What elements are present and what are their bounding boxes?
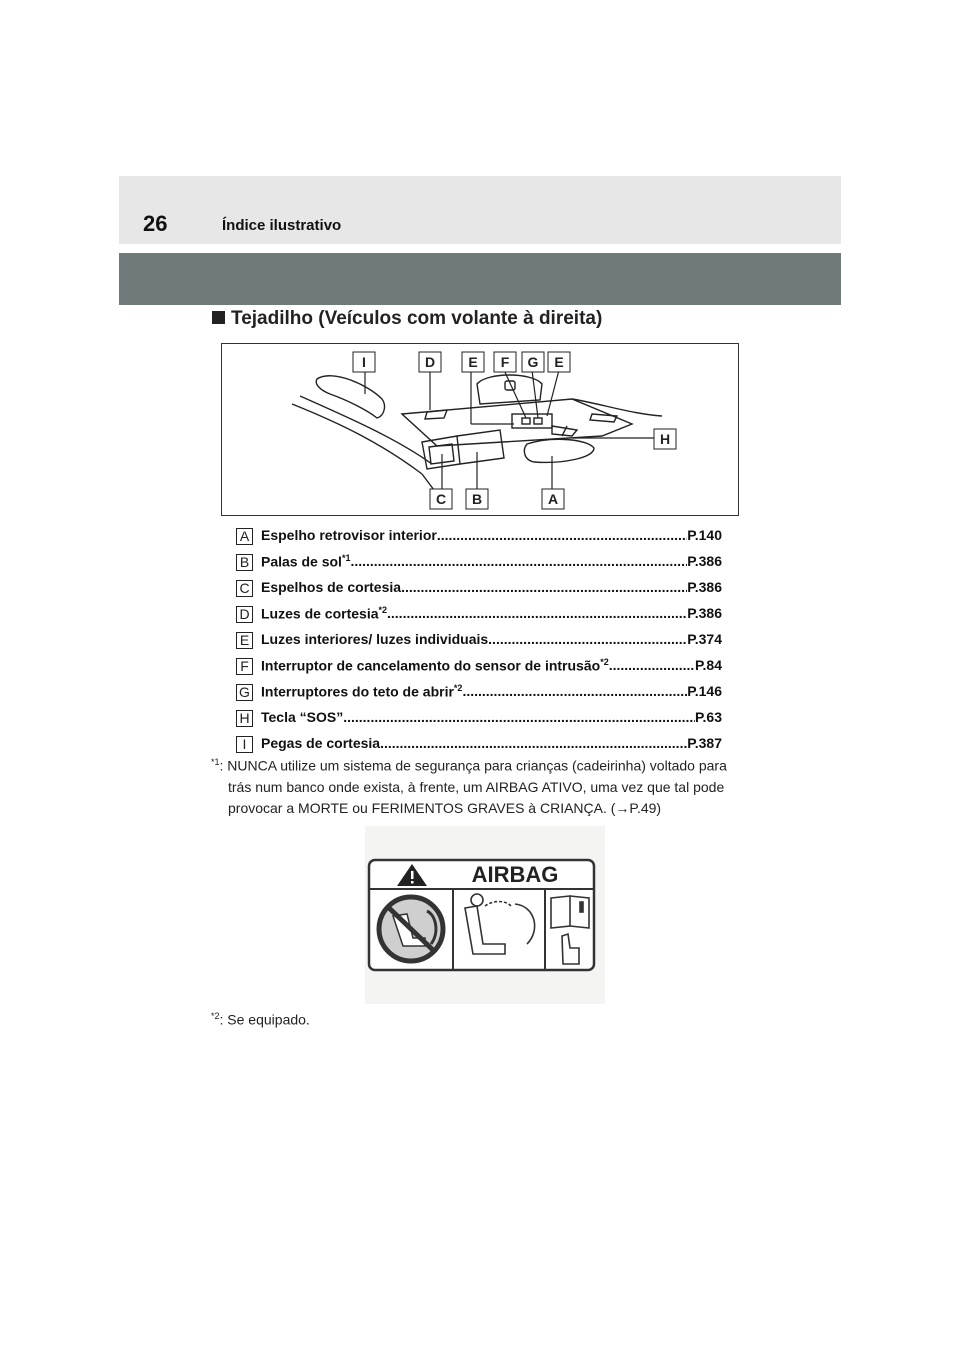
page-number: 26	[143, 211, 168, 236]
subheading	[212, 308, 602, 330]
legend-label-wrap	[261, 605, 387, 622]
page-ref[interactable]: P.140	[687, 527, 722, 543]
legend-item	[236, 551, 722, 573]
legend-entry	[261, 657, 722, 674]
page-ref[interactable]: P.84	[695, 657, 722, 673]
leader-g	[532, 370, 538, 418]
airbag-title: AIRBAG	[471, 862, 559, 887]
legend-key: F	[236, 658, 253, 675]
rear-view-mirror	[524, 439, 594, 462]
footnote-1	[211, 752, 746, 819]
footnote-text[interactable]: provocar a MORTE ou FERIMENTOS GRAVES à CRIANÇA. (→P.49)	[228, 799, 662, 816]
footnote-marker: *1	[211, 757, 220, 767]
leader-dots	[343, 709, 695, 725]
subheading-text: Tejadilho (Veículos com volante à direita)	[231, 308, 603, 329]
legend-key: H	[236, 710, 253, 727]
footnote-marker: *2	[600, 657, 609, 667]
switch-f	[522, 418, 530, 424]
roof-detail	[590, 414, 617, 422]
legend-key: D	[236, 606, 253, 623]
legend-item	[236, 603, 722, 625]
legend-label: Pegas de cortesia	[261, 735, 381, 751]
legend-entry	[261, 605, 722, 622]
bullet-square-icon	[212, 311, 225, 324]
legend-item	[236, 525, 722, 547]
sun-visor	[457, 430, 504, 464]
leader-dots	[437, 527, 687, 543]
legend-entry	[261, 735, 722, 751]
footnote-marker: *1	[341, 553, 351, 563]
legend-key: A	[236, 528, 253, 545]
legend-entry	[261, 631, 722, 647]
leader-dots	[380, 735, 687, 751]
legend-label: Luzes de cortesia	[261, 605, 379, 622]
legend-key: B	[236, 554, 253, 571]
roof-line-right	[572, 399, 662, 416]
legend-entry	[261, 709, 722, 725]
legend-item	[236, 577, 722, 599]
callout-i: I	[362, 354, 366, 370]
callout-b: B	[471, 491, 483, 507]
callout-d: D	[424, 354, 436, 370]
roof-drawing	[222, 344, 740, 517]
leader-dots	[387, 605, 687, 622]
footnote-2	[211, 1006, 310, 1031]
legend-label: Interruptores do teto de abrir	[261, 683, 454, 700]
callout-h: H	[659, 431, 671, 447]
legend-label: Tecla “SOS”	[261, 709, 344, 725]
page-ref[interactable]: P.386	[687, 605, 722, 621]
legend-entry	[261, 527, 722, 543]
footnote-text: : Se equipado.	[219, 1011, 310, 1028]
legend-entry	[261, 553, 722, 570]
legend-item	[236, 681, 722, 703]
legend-item	[236, 629, 722, 651]
leader-dots	[462, 683, 687, 700]
no-child-seat-icon	[379, 897, 443, 961]
airbag-label-drawing	[365, 826, 605, 1004]
roof-illustration	[221, 343, 739, 516]
switch-panel	[512, 414, 552, 428]
callout-e1: E	[468, 354, 478, 370]
chapter-band	[119, 253, 841, 305]
legend-item	[236, 707, 722, 729]
legend-item	[236, 655, 722, 677]
callout-e2: E	[554, 354, 564, 370]
legend-label: Palas de sol	[261, 553, 342, 570]
switch-g	[534, 418, 542, 424]
page-ref[interactable]: P.374	[687, 631, 722, 647]
page-ref[interactable]: P.63	[695, 709, 722, 725]
grab-handle	[316, 376, 384, 418]
legend-key: E	[236, 632, 253, 649]
legend-label: Espelhos de cortesia	[261, 579, 402, 595]
legend-key: G	[236, 684, 253, 701]
leader-e2	[547, 370, 559, 416]
vanity-mirror	[422, 436, 460, 469]
leader-dots	[350, 553, 687, 570]
leader-dots	[488, 631, 687, 647]
legend-label-wrap	[261, 683, 462, 700]
page-ref[interactable]: P.387	[687, 735, 722, 751]
airbag-warning-label	[365, 826, 605, 1004]
headliner-edge-2	[300, 396, 432, 464]
legend-entry	[261, 579, 722, 595]
leader-dots	[401, 579, 687, 595]
legend-key: I	[236, 736, 253, 753]
page-ref[interactable]: P.146	[687, 683, 722, 699]
callout-g: G	[527, 354, 539, 370]
footnote-marker: *2	[211, 1011, 220, 1021]
legend-label: Luzes interiores/ luzes individuais	[261, 631, 489, 647]
callout-c: C	[435, 491, 447, 507]
legend-label: Interruptor de cancelamento do sensor de intrusão	[261, 657, 601, 674]
page-ref[interactable]: P.386	[687, 553, 722, 569]
footnote-text: trás num banco onde exista, à frente, um AIRBAG ATIVO, uma vez que tal pode	[228, 778, 725, 795]
section-title: Índice ilustrativo	[222, 217, 342, 234]
page-ref[interactable]: P.386	[687, 579, 722, 595]
footnote-marker: *2	[378, 605, 388, 615]
callout-a: A	[547, 491, 559, 507]
leader-dots	[609, 657, 695, 674]
legend-label-wrap	[261, 553, 350, 570]
callout-f: F	[500, 354, 510, 370]
footnote-text: : NUNCA utilize um sistema de segurança para crianças (cadeirinha) voltado para	[219, 757, 727, 774]
legend-entry	[261, 683, 722, 700]
legend-label: Espelho retrovisor interior	[261, 527, 437, 543]
footnote-marker: *2	[453, 683, 463, 693]
courtesy-light	[425, 410, 447, 419]
legend-key: C	[236, 580, 253, 597]
leader-f	[504, 370, 526, 418]
legend-label-wrap	[261, 657, 609, 674]
